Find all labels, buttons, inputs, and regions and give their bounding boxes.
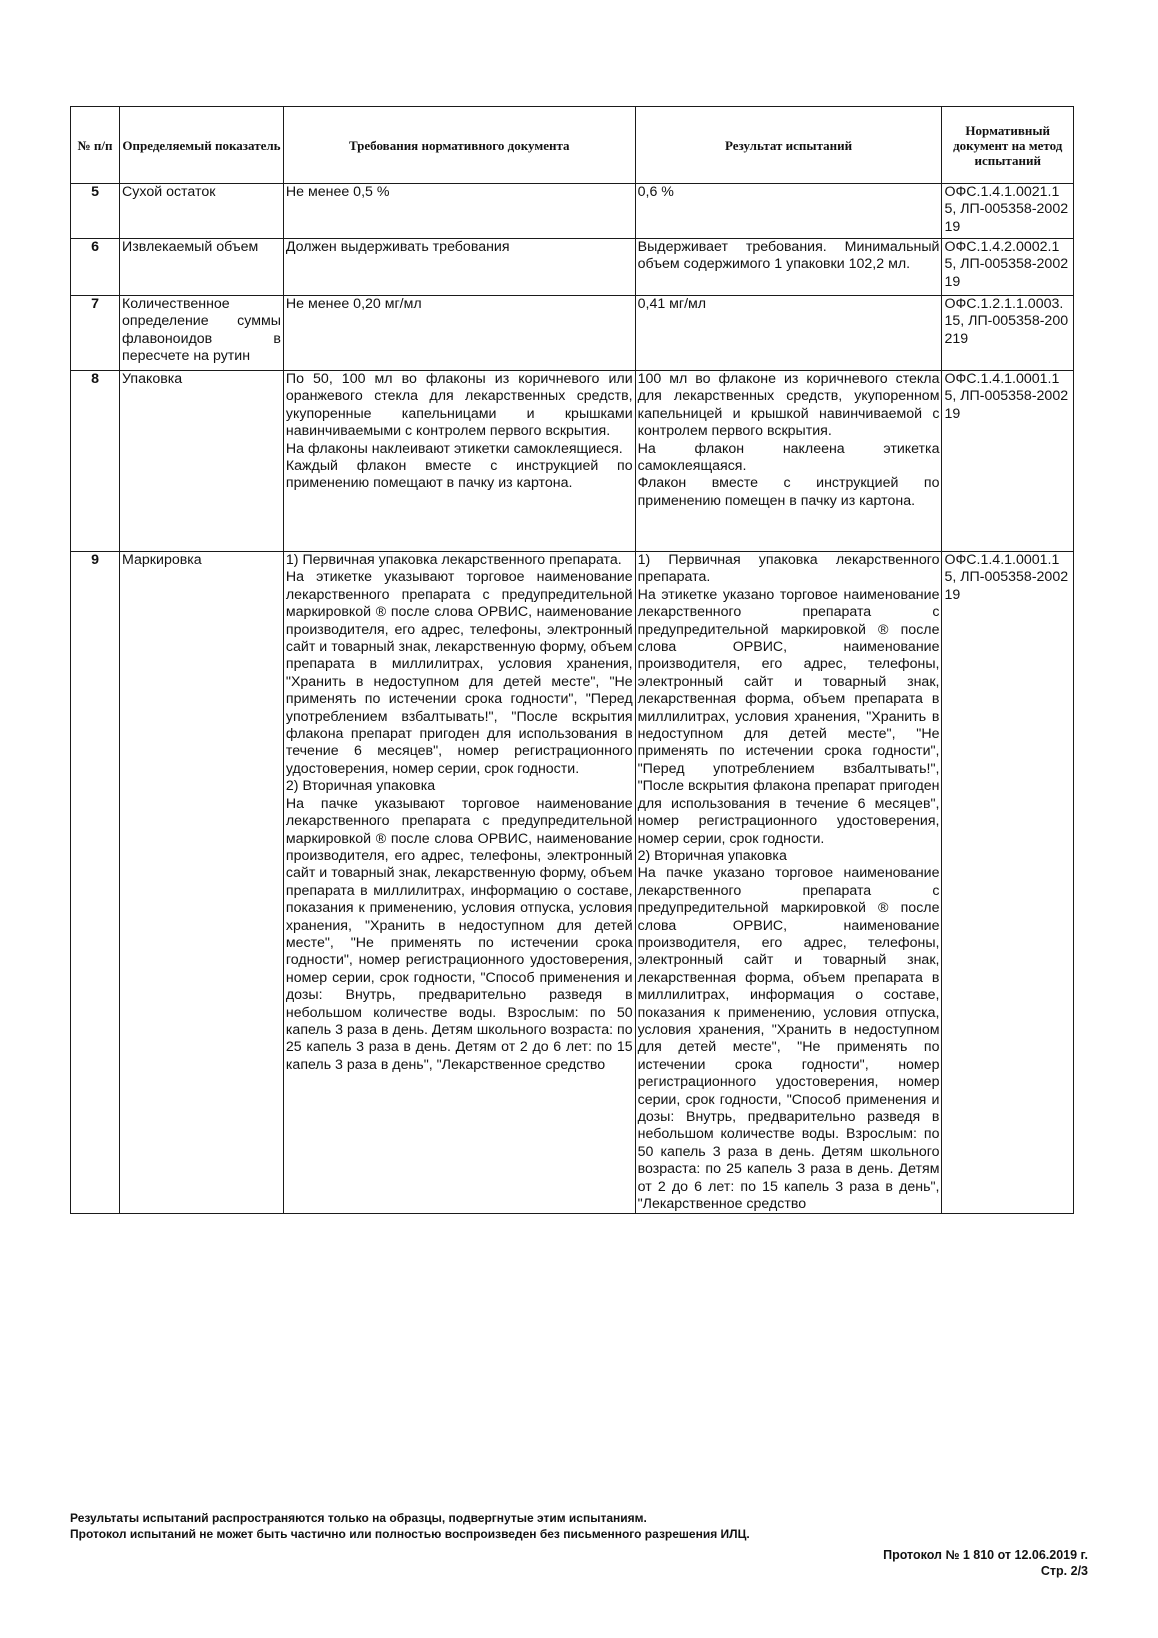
protocol-info [883, 1547, 1088, 1579]
requirement-paragraph: 2) Вторичная упаковка [285, 778, 436, 795]
requirement-paragraph: Каждый флакон вместе с инструкцией по применению помещают в пачку из картона. [285, 458, 633, 492]
row-indicator: Извлекаемый объем [120, 239, 284, 296]
footer-notes [70, 1510, 750, 1542]
row-requirement [283, 239, 635, 296]
row-requirement [283, 371, 635, 552]
row-number: 7 [71, 296, 120, 371]
row-method: ОФС.1.4.1.0001.15, ЛП-005358-200219 [942, 371, 1074, 552]
header-result: Результат испытаний [635, 107, 942, 184]
row-method: ОФС.1.4.1.0021.15, ЛП-005358-200219 [942, 184, 1074, 239]
row-number: 5 [71, 184, 120, 239]
table-row [71, 239, 1074, 296]
table-row [71, 552, 1074, 1214]
requirement-paragraph: 1) Первичная упаковка лекарственного препарата. [285, 552, 622, 568]
table-row [71, 371, 1074, 552]
test-results-table [70, 106, 1074, 1214]
requirement-paragraph: На пачке указывают торговое наименование лекарственного препарата с предупредительной маркировкой ® после слова ОРВИС, наименование производителя, его адрес, телефоны, электронный сайт и товарный знак, лекарственную форму, объем препарата в миллилитрах, информацию о составе, показания к применению, условия отпуска, условия хранения, "Хранить в недоступном для детей месте", "Не применять по истечении срока годности", номер регистрационного удостоверения, номер серии, срок годности, "Способ применения и дозы: Внутрь, предварительно разведя в небольшом количестве воды. Взрослым: по 50 капель 3 раза в день. Детям школьного возраста: по 25 капель 3 раза в день. Детям от 2 до 6 лет: по 15 капель 3 раза в день", "Лекарственное средство [285, 795, 633, 1073]
row-method: ОФС.1.4.1.0001.15, ЛП-005358-200219 [942, 552, 1074, 1214]
row-requirement [283, 296, 635, 371]
footer-note-copyright: Протокол испытаний не может быть частично или полностью воспроизведен без письменного разрешения ИЛЦ. [70, 1527, 750, 1541]
requirement-text: Не менее 0,20 мг/мл [285, 296, 422, 312]
requirement-text: Должен выдерживать требования [285, 239, 510, 255]
requirement-paragraph: На флаконы наклеивают этикетки самоклеящиеся. [285, 440, 623, 457]
row-indicator: Количественное определение суммы флавоноидов в пересчете на рутин [120, 296, 284, 371]
row-number: 8 [71, 371, 120, 552]
row-result [635, 552, 942, 1214]
row-result [635, 296, 942, 371]
protocol-number: Протокол № 1 810 от 12.06.2019 г. [883, 1548, 1088, 1562]
result-paragraph: 100 мл во флаконе из коричневого стекла для лекарственных средств, укупоренном капельницей и крышкой навинчиваемой с контролем первого вскрытия. [637, 371, 940, 440]
row-indicator: Упаковка [120, 371, 284, 552]
row-result [635, 239, 942, 296]
table-row [71, 296, 1074, 371]
table-row [71, 184, 1074, 239]
header-num: № п/п [71, 107, 120, 184]
row-number: 9 [71, 552, 120, 1214]
requirement-paragraph: На этикетке указывают торговое наименование лекарственного препарата с предупредительной маркировкой ® после слова ОРВИС, наименование производителя, его адрес, телефоны, электронный сайт и товарный знак, лекарственную форму, объем препарата в миллилитрах, условия хранения, "Хранить в недоступном для детей месте", "Не применять по истечении срока годности", "Перед употреблением взбалтывать!", "После вскрытия флакона препарат пригоден для использования в течение 6 месяцев", номер регистрационного удостоверения, номер серии, срок годности. [285, 569, 633, 777]
requirement-paragraph: По 50, 100 мл во флаконы из коричневого или оранжевого стекла для лекарственных средств, укупоренные капельницами и крышками навинчиваемыми с контролем первого вскрытия. [285, 371, 633, 440]
result-text: Выдерживает требования. Минимальный объем содержимого 1 упаковки 102,2 мл. [637, 239, 940, 273]
result-paragraph: 2) Вторичная упаковка [637, 847, 787, 864]
result-paragraph: На этикетке указано торговое наименование лекарственного препарата с предупредительной маркировкой ® после слова ОРВИС, наименование производителя, его адрес, телефоны, электронный сайт и товарный знак, лекарственная форма, объем препарата в миллилитрах, условия хранения, "Хранить в недоступном для детей месте", "Не применять по истечении срока годности", "Перед употреблением взбалтывать!", "После вскрытия флакона препарат пригоден для использования в течение 6 месяцев", номер регистрационного удостоверения, номер серии, срок годности. [637, 586, 940, 847]
row-result [635, 184, 942, 239]
row-method: ОФС.1.2.1.1.0003.15, ЛП-005358-200219 [942, 296, 1074, 371]
result-paragraph: Флакон вместе с инструкцией по применению помещен в пачку из картона. [637, 475, 940, 509]
result-text: 0,41 мг/мл [637, 296, 707, 312]
requirement-text: Не менее 0,5 % [285, 184, 390, 200]
row-indicator: Маркировка [120, 552, 284, 1214]
row-requirement [283, 184, 635, 239]
row-result [635, 371, 942, 552]
result-text: 0,6 % [637, 184, 674, 200]
result-paragraph: На флакон наклеена этикетка самоклеящаяся. [637, 440, 940, 475]
table-header-row [71, 107, 1074, 184]
footer-note-scope: Результаты испытаний распространяются только на образцы, подвергнутые этим испытаниям. [70, 1511, 647, 1525]
result-paragraph: 1) Первичная упаковка лекарственного препарата. [637, 552, 940, 586]
header-requirement: Требования нормативного документа [283, 107, 635, 184]
row-indicator: Сухой остаток [120, 184, 284, 239]
row-requirement [283, 552, 635, 1214]
header-method: Нормативный документ на метод испытаний [942, 107, 1074, 184]
page-number: Стр. 2/3 [1040, 1564, 1088, 1578]
row-number: 6 [71, 239, 120, 296]
row-method: ОФС.1.4.2.0002.15, ЛП-005358-200219 [942, 239, 1074, 296]
header-indicator: Определяемый показатель [120, 107, 284, 184]
result-paragraph: На пачке указано торговое наименование лекарственного препарата с предупредительной маркировкой ® после слова ОРВИС, наименование производителя, его адрес, телефоны, электронный сайт и товарный знак, лекарственная форма, объем препарата в миллилитрах, информация о составе, показания к применению, условия отпуска, условия хранения, "Хранить в недоступном для детей месте", "Не применять по истечении срока годности", номер регистрационного удостоверения, номер серии, срок годности, "Способ применения и дозы: Внутрь, предварительно разведя в небольшом количестве воды. Взрослым: по 50 капель 3 раза в день. Детям школьного возраста: по 25 капель 3 раза в день. Детям от 2 до 6 лет: по 15 капель 3 раза в день", "Лекарственное средство [637, 865, 940, 1213]
